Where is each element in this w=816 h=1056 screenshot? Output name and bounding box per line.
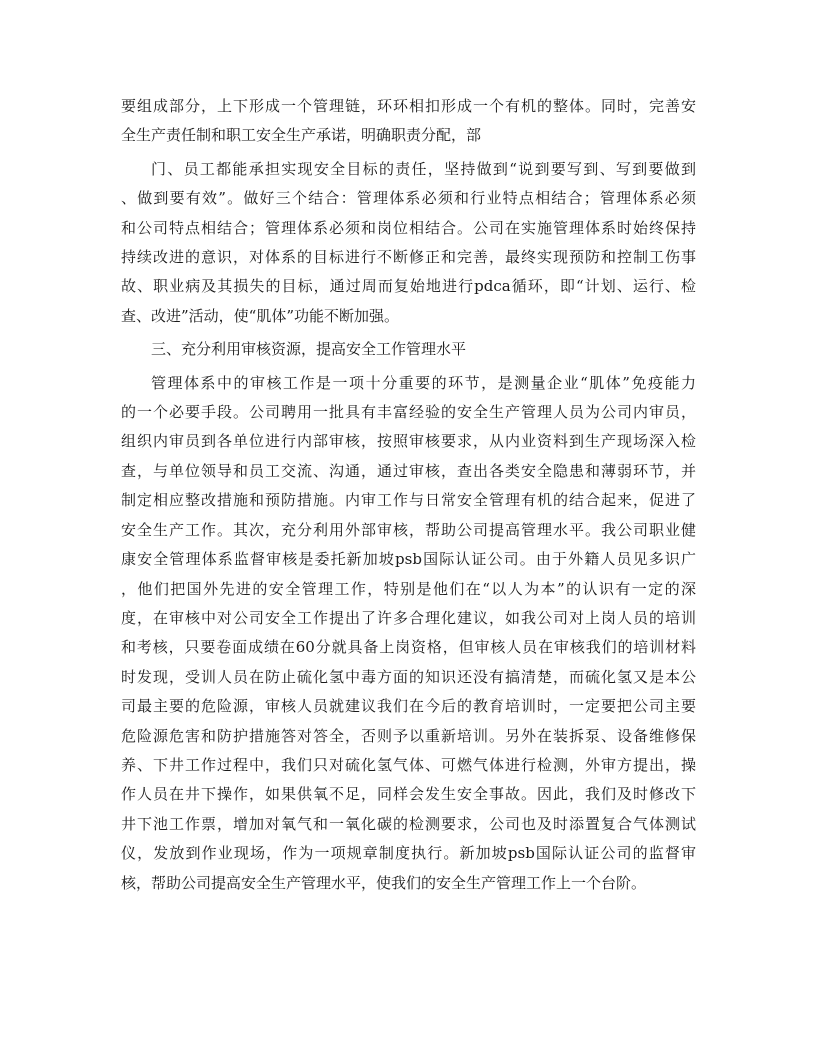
text-line: 时发现，受训人员在防止硫化氢中毒方面的知识还没有搞清楚，而硫化氢又是本公 xyxy=(121,667,696,686)
text-line: 全生产责任制和职工安全生产承诺，明确职责分配，部 xyxy=(121,126,482,145)
text-line: 核，帮助公司提高安全生产管理水平，使我们的安全生产管理工作上一个台阶。 xyxy=(121,873,647,892)
text-line: 管理体系中的审核工作是一项十分重要的环节，是测量企业“肌体”免疫能力 xyxy=(151,373,696,392)
text-line: 持续改进的意识，对体系的目标进行不断修正和完善，最终实现预防和控制工伤事 xyxy=(121,248,696,267)
text-line: 、做到要有效”。做好三个结合：管理体系必须和行业特点相结合；管理体系必须 xyxy=(121,189,696,208)
paragraph-p3 xyxy=(121,335,696,364)
text-line: 的一个必要手段。公司聘用一批具有丰富经验的安全生产管理人员为公司内审员， xyxy=(121,403,696,422)
text-line: 三、充分利用审核资源，提高安全工作管理水平 xyxy=(151,340,467,359)
text-line: 井下池工作票，增加对氧气和一氧化碳的检测要求，公司也及时添置复合气体测试 xyxy=(121,814,696,833)
text-line: 和考核，只要卷面成绩在60分就具备上岗资格，但审核人员在审核我们的培训材料 xyxy=(121,638,696,657)
text-line: 危险源危害和防护措施答对答全，否则予以重新培训。另外在装拆泵、设备维修保 xyxy=(121,726,696,745)
text-line: ，他们把国外先进的安全管理工作，特别是他们在“以人为本”的认识有一定的深 xyxy=(121,579,696,598)
paragraph-p2 xyxy=(121,155,696,331)
paragraph-p1 xyxy=(121,92,696,151)
text-line: 康安全管理体系监督审核是委托新加坡psb国际认证公司。由于外籍人员见多识广 xyxy=(121,550,696,569)
document-page xyxy=(121,92,696,898)
text-line: 养、下井工作过程中，我们只对硫化氢气体、可燃气体进行检测，外审方提出，操 xyxy=(121,755,696,774)
text-line: 门、员工都能承担实现安全目标的责任，坚持做到“说到要写到、写到要做到 xyxy=(151,159,696,178)
text-line: 查，与单位领导和员工交流、沟通，通过审核，查出各类安全隐患和薄弱环节，并 xyxy=(121,461,696,480)
text-line: 度，在审核中对公司安全工作提出了许多合理化建议，如我公司对上岗人员的培训 xyxy=(121,608,696,627)
text-line: 查、改进”活动，使“肌体”功能不断加强。 xyxy=(121,306,400,325)
text-line: 仪，发放到作业现场，作为一项规章制度执行。新加坡psb国际认证公司的监督审 xyxy=(121,844,696,863)
text-line: 组织内审员到各单位进行内部审核，按照审核要求，从内业资料到生产现场深入检 xyxy=(121,432,696,451)
text-line: 司最主要的危险源，审核人员就建议我们在今后的教育培训时，一定要把公司主要 xyxy=(121,697,696,716)
text-line: 作人员在井下操作，如果供氧不足，同样会发生安全事故。因此，我们及时修改下 xyxy=(121,785,696,804)
text-line: 故、职业病及其损失的目标，通过周而复始地进行pdca循环，即“计划、运行、检 xyxy=(121,277,696,296)
text-line: 安全生产工作。其次，充分利用外部审核，帮助公司提高管理水平。我公司职业健 xyxy=(121,520,696,539)
text-line: 要组成部分，上下形成一个管理链，环环相扣形成一个有机的整体。同时，完善安 xyxy=(121,97,696,115)
paragraph-p4 xyxy=(121,369,696,898)
text-line: 和公司特点相结合；管理体系必须和岗位相结合。公司在实施管理体系时始终保持 xyxy=(121,218,696,237)
text-line: 制定相应整改措施和预防措施。内审工作与日常安全管理有机的结合起来，促进了 xyxy=(121,491,696,510)
